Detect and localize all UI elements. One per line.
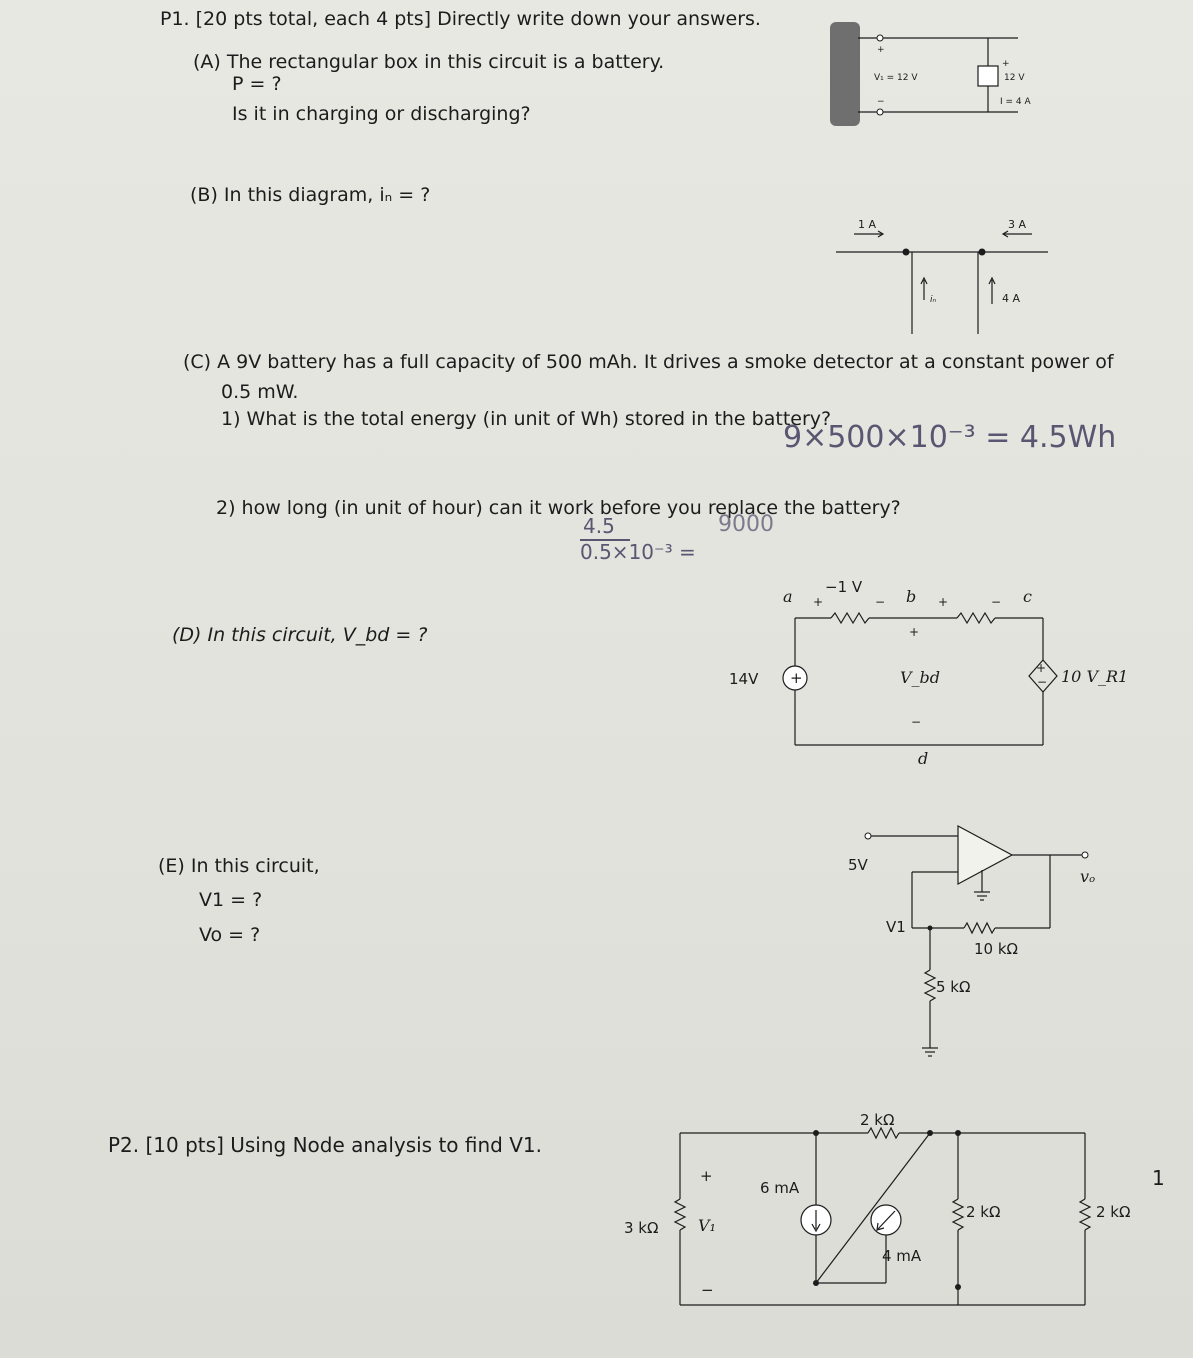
battery-box: [978, 66, 998, 86]
p2-question: P2. [10 pts] Using Node analysis to find V1.: [108, 1133, 542, 1157]
partD-source-label: 14V: [729, 670, 759, 688]
partC-line2: 0.5 mW.: [221, 381, 299, 403]
p2-v1-label: V₁: [698, 1216, 716, 1235]
partB-i2-label: 3 A: [1008, 218, 1027, 231]
partB-i3-label: 4 A: [1002, 292, 1021, 305]
partA-circuit: [828, 22, 1048, 132]
p2-r-left-label: 3 kΩ: [624, 1219, 659, 1237]
svg-text:−: −: [1037, 675, 1048, 689]
p1-header: P1. [20 pts total, each 4 pts] Directly write down your answers.: [160, 8, 761, 30]
partA-current-label: I = 4 A: [1000, 97, 1031, 107]
partD-node-a: a: [783, 587, 793, 606]
svg-text:+: +: [1002, 59, 1010, 69]
partD-question: (D) In this circuit, V_bd = ?: [172, 624, 428, 646]
partD-dep-label: 10 V_R1: [1061, 667, 1129, 686]
svg-text:+: +: [1036, 661, 1047, 675]
partA-line1: (A) The rectangular box in this circuit is a battery.: [193, 51, 665, 73]
page-number: 1: [1152, 1166, 1165, 1190]
partE-line2: V1 = ?: [199, 889, 263, 911]
partD-minus-1: −: [875, 595, 886, 609]
partC-handwritten-answer1: 9×500×10⁻³ = 4.5Wh: [783, 420, 1117, 455]
p2-plus: +: [700, 1167, 713, 1185]
partD-node-b: b: [906, 587, 917, 606]
partE-rg-label: 5 kΩ: [936, 978, 971, 996]
partD-vbd-label: V_bd: [900, 668, 941, 687]
partC-line1: (C) A 9V battery has a full capacity of 500 mAh. It drives a smoke detector at a constant power of: [183, 351, 1114, 373]
partE-v1-label: V1: [886, 918, 906, 936]
partE-rf-label: 10 kΩ: [974, 940, 1019, 958]
partA-line3: Is it in charging or discharging?: [232, 103, 531, 125]
svg-text:−: −: [877, 97, 885, 107]
partB-circuit: [836, 212, 1056, 337]
partD-node-d: d: [918, 749, 929, 768]
partE-vin-label: 5V: [848, 856, 868, 874]
partC-line3: 1) What is the total energy (in unit of Wh) stored in the battery?: [221, 408, 832, 430]
partD-vbd-plus: +: [909, 625, 920, 639]
partB-question: (B) In this diagram, iₙ = ?: [190, 184, 431, 206]
partE-line3: Vo = ?: [199, 924, 261, 946]
p2-r-top-label: 2 kΩ: [860, 1111, 895, 1129]
partD-circuit: [725, 578, 1129, 770]
partC-handwritten-answer2: 9000: [718, 512, 774, 537]
svg-text:+: +: [790, 669, 803, 687]
svg-text:+: +: [877, 45, 885, 55]
partA-v2-label: 12 V: [1004, 73, 1025, 83]
partC-line4: 2) how long (in unit of hour) can it work before you replace the battery?: [216, 497, 901, 519]
partD-drop-label: −1 V: [825, 578, 863, 596]
partE-vo-label: vₒ: [1080, 867, 1096, 886]
partE-line1: (E) In this circuit,: [158, 855, 320, 877]
partD-vbd-minus: −: [911, 715, 922, 729]
partB-ic-label: iₙ: [930, 295, 937, 305]
p2-i1-label: 6 mA: [760, 1179, 800, 1197]
partC-handwritten-denominator: 0.5×10⁻³ =: [580, 540, 696, 564]
terminal-clip-shape: [830, 22, 860, 126]
partD-minus-2: −: [991, 595, 1002, 609]
partA-line2: P = ?: [232, 73, 282, 95]
p2-i2-label: 4 mA: [882, 1247, 922, 1265]
p2-circuit: [620, 1105, 1131, 1310]
partD-node-c: c: [1023, 587, 1032, 606]
partC-handwritten-numerator: 4.5: [583, 514, 615, 538]
p2-minus: −: [701, 1281, 714, 1299]
partD-plus-2: +: [938, 595, 949, 609]
partD-plus-1: +: [813, 595, 824, 609]
p2-r-right-label: 2 kΩ: [1096, 1203, 1131, 1221]
partA-v1-label: V₁ = 12 V: [874, 73, 918, 83]
p2-r-mid-label: 2 kΩ: [966, 1203, 1001, 1221]
partE-circuit: [840, 820, 1110, 1065]
partB-i1-label: 1 A: [858, 218, 877, 231]
opamp-triangle: [958, 826, 1012, 884]
